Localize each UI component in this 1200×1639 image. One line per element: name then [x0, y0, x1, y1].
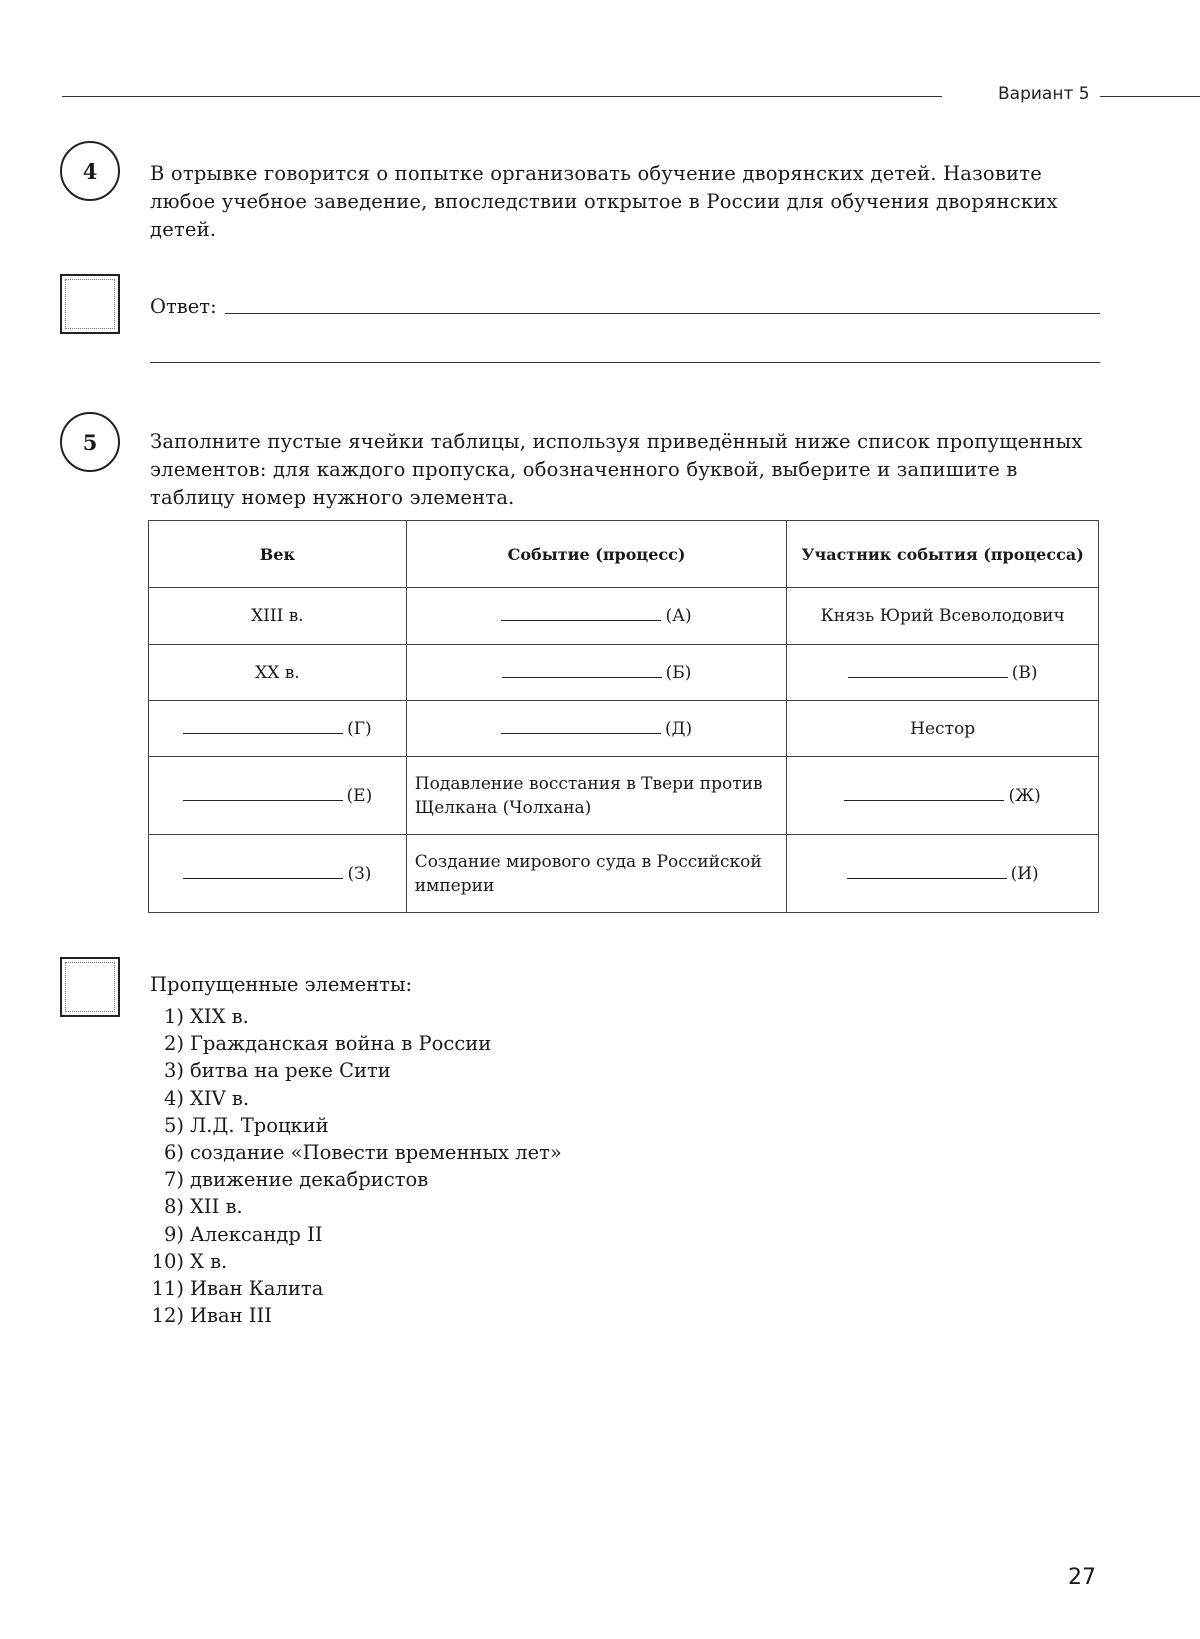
blank-letter: (Б) [665, 662, 692, 683]
blank-line[interactable] [183, 877, 343, 879]
cell-event-blank[interactable] [406, 701, 787, 757]
cell-participant: Нестор [787, 701, 1099, 757]
task-4-question: В отрывке говорится о попытке организовать обучение дворянских детей. Назовите любое учебное заведение, впоследствии открытое в России для обучения дворянских детей. [150, 162, 1058, 241]
blank-line[interactable] [183, 799, 343, 801]
blank-letter: (Е) [346, 785, 373, 806]
header-century: Век [149, 521, 407, 588]
page-number: 27 [1068, 1565, 1096, 1590]
list-item: 8) XII в. [163, 1195, 243, 1219]
blank-line[interactable] [502, 676, 662, 678]
cell-participant-blank[interactable] [787, 757, 1099, 835]
cell-century: XX в. [149, 645, 407, 701]
table-row [149, 588, 1099, 645]
list-item: 6) создание «Повести временных лет» [163, 1141, 562, 1165]
blank-letter: (А) [665, 606, 692, 626]
cell-event-blank[interactable] [406, 645, 787, 701]
header-event: Событие (процесс) [406, 521, 787, 588]
list-item: 7) движение декабристов [163, 1168, 429, 1192]
cell-participant: Князь Юрий Всеволодович [787, 588, 1099, 645]
cell-century-blank[interactable] [149, 701, 407, 757]
header-participant: Участник события (процесса) [787, 521, 1099, 588]
blank-line[interactable] [183, 732, 343, 734]
task-4-answer-line-2[interactable] [150, 362, 1100, 363]
table-row [149, 645, 1099, 701]
list-item: 2) Гражданская война в России [163, 1032, 492, 1056]
variant-label: Вариант 5 [998, 84, 1090, 104]
cell-century-blank[interactable] [149, 835, 407, 913]
task-4-answer-box[interactable] [60, 274, 120, 334]
blank-line[interactable] [844, 799, 1004, 801]
header-rule-right [1100, 96, 1200, 97]
blank-line[interactable] [848, 676, 1008, 678]
list-item: 11) Иван Калита [151, 1277, 324, 1301]
blank-line[interactable] [501, 619, 661, 621]
task-4-number: 4 [60, 141, 120, 201]
task-5-answer-box[interactable] [60, 957, 120, 1017]
blank-letter: (И) [1010, 863, 1039, 884]
list-item: 1) XIX в. [163, 1005, 249, 1028]
list-item: 9) Александр II [163, 1222, 323, 1246]
table-header-row [149, 521, 1099, 588]
blank-letter: (З) [347, 863, 372, 884]
blank-letter: (Ж) [1008, 785, 1041, 806]
task-5-number: 5 [60, 412, 120, 472]
cell-event: Создание мирового суда в Российской империи [406, 835, 787, 913]
table-row [149, 701, 1099, 757]
list-item: 4) XIV в. [163, 1086, 250, 1110]
blank-line[interactable] [847, 877, 1007, 879]
table-row [149, 757, 1099, 835]
list-item: 3) битва на реке Сити [163, 1059, 391, 1083]
cell-century: XIII в. [149, 588, 407, 645]
blank-letter: (Г) [347, 718, 372, 739]
header-rule-left [62, 96, 942, 97]
cell-event-blank[interactable] [406, 588, 787, 645]
table-row [149, 835, 1099, 913]
list-item: 10) X в. [151, 1249, 228, 1273]
blank-letter: (Д) [665, 718, 693, 739]
cell-participant-blank[interactable] [787, 835, 1099, 913]
task-5-instruction: Заполните пустые ячейки таблицы, используя приведённый ниже список пропущенных элементов: для каждого пропуска, обозначенного буквой, выберите и запишите в таблицу номер нужного элемента. [150, 430, 1083, 509]
list-item: 12) Иван III [151, 1304, 272, 1328]
task-5-table [148, 520, 1099, 913]
cell-participant-blank[interactable] [787, 645, 1099, 701]
list-item: 5) Л.Д. Троцкий [163, 1113, 329, 1137]
task-4-answer-line-1[interactable] [225, 313, 1100, 314]
blank-letter: (В) [1011, 662, 1038, 683]
cell-event: Подавление восстания в Твери против Щелкана (Чолхана) [406, 757, 787, 835]
missing-elements-list [150, 1003, 562, 1329]
blank-line[interactable] [501, 732, 661, 734]
missing-elements-title: Пропущенные элементы: [150, 973, 413, 996]
task-4-answer-label: Ответ: [150, 295, 217, 318]
cell-century-blank[interactable] [149, 757, 407, 835]
